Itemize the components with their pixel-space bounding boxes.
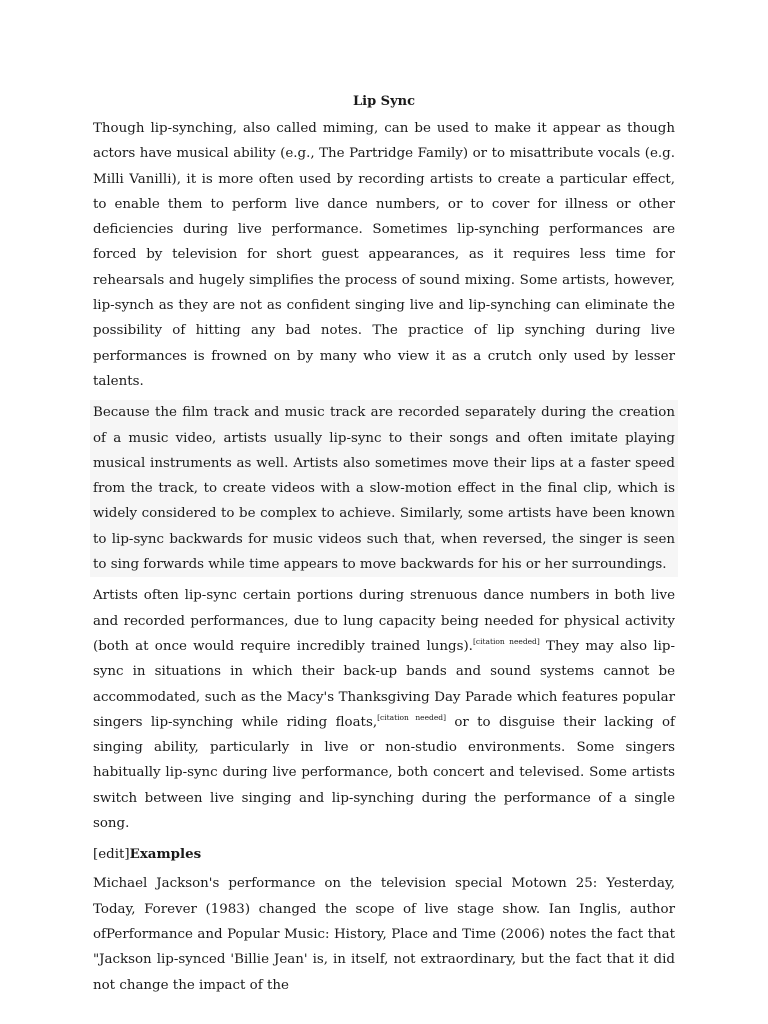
paragraph-text: They may also lip-sync in situations in which their back-up bands and sound systems cannot be accommodated, such as the Macy's Thanksgiving Day Parade which features popular singers lip-synching while riding floats, [93,638,676,730]
edit-link[interactable]: [edit] [93,847,130,863]
paragraph-live-performance [93,583,675,836]
section-heading-examples [93,842,675,867]
citation-needed-note: [citation needed] [472,636,540,646]
paragraph-examples: Michael Jackson's performance on the television special Motown 25: Yesterday, Today, Forever (1983) changed the scope of live stage show. Ian Inglis, author ofPerformance and Popular Music: History, Place and Time (2006) notes the fact that "Jackson lip-synced 'Billie Jean' is, in itself, not extraordinary, but the fact that it did not change the impact of the [93,876,675,993]
paragraph-text: Artists often lip-sync certain portions during strenuous dance numbers in both live and recorded performances, due to lung capacity being needed for physical activity (both at once would require incredibly trained lungs). [93,588,675,654]
paragraph-intro: Though lip-synching, also called miming, can be used to make it appear as though actors have musical ability (e.g., The Partridge Family) or to misattribute vocals (e.g. Milli Vanilli), it is more often used by recording artists to create a particular effect, to enable them to perform live dance numbers, or to cover for illness or other deficiencies during live performance. Sometimes lip-synching performances are forced by television for short guest appearances, as it requires less time for rehearsals and hugely simplifies the process of sound mixing. Some artists, however, lip-synch as they are not as confident singing live and lip-synching can eliminate the possibility of hitting any bad notes. The practice of lip synching during live performances is frowned on by many who view it as a crutch only used by lesser talents. [93,121,675,389]
paragraph-music-video: Because the film track and music track are recorded separately during the creation of a music video, artists usually lip-sync to their songs and often imitate playing musical instruments as well. Artists also sometimes move their lips at a faster speed from the track, to create videos with a slow-motion effect in the final clip, which is widely considered to be complex to achieve. Similarly, some artists have been known to lip-sync backwards for music videos such that, when reversed, the singer is seen to sing forwards while time appears to move backwards for his or her surroundings. [90,400,678,577]
paragraph-text: or to disguise their lacking of singing ability, particularly in live or non-studio environments. Some singers habitually lip-sync during live performance, both concert and televised. Some artists switch between live singing and lip-synching during the performance of a single song. [93,714,675,832]
document-title: Lip Sync [352,94,415,109]
citation-needed-note: [citation needed] [377,712,446,722]
section-title: Examples [129,846,202,863]
